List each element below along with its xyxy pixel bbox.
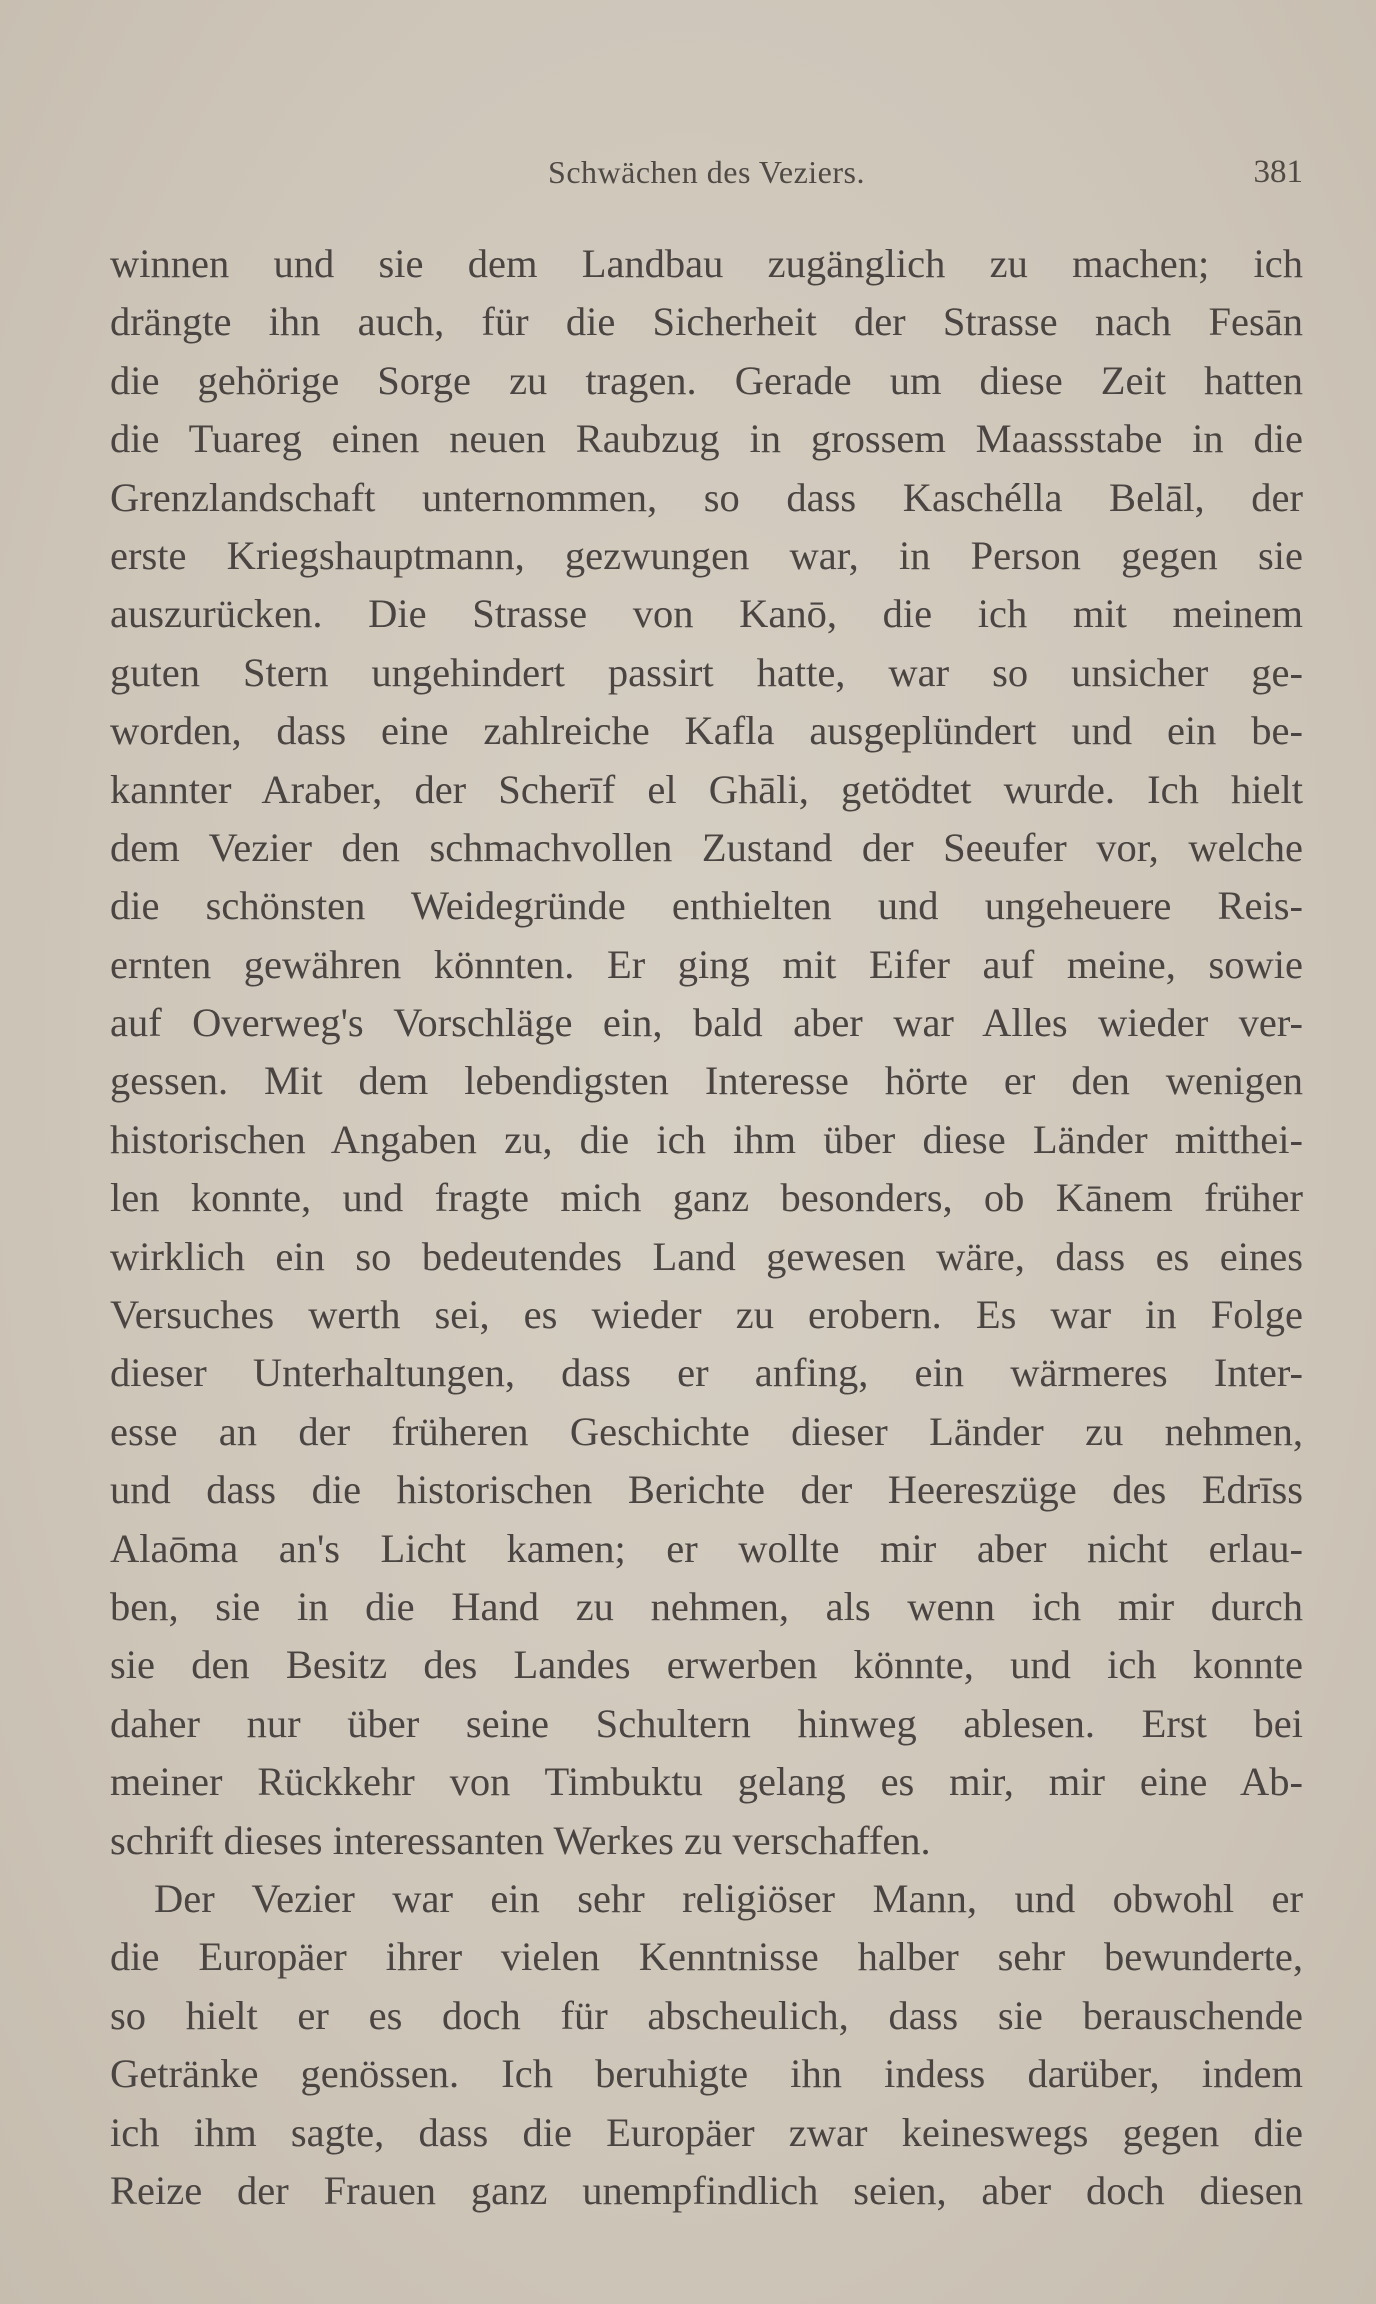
- text-line: Alaōma an's Licht kamen; er wollte mir aber nicht erlau-: [110, 1525, 1303, 1571]
- text-line: ich ihm sagte, dass die Europäer zwar keineswegs gegen die: [110, 2109, 1303, 2155]
- text-line: len konnte, und fragte mich ganz besonders, ob Kānem früher: [110, 1175, 1303, 1221]
- text-line: drängte ihn auch, für die Sicherheit der Strasse nach Fesān: [110, 299, 1303, 345]
- text-line: winnen und sie dem Landbau zugänglich zu machen; ich: [110, 241, 1303, 286]
- page-header: [110, 148, 1303, 198]
- running-title: Schwächen des Veziers.: [548, 154, 865, 190]
- text-line: esse an der früheren Geschichte dieser Länder zu nehmen,: [110, 1408, 1303, 1454]
- text-line: Grenzlandschaft unternommen, so dass Kaschélla Belāl, der: [110, 474, 1303, 520]
- text-line: erste Kriegshauptmann, gezwungen war, in Person gegen sie: [110, 532, 1303, 578]
- text-line: worden, dass eine zahlreiche Kafla ausgeplündert und ein be-: [110, 708, 1303, 754]
- text-line: Getränke genössen. Ich beruhigte ihn indess darüber, indem: [110, 2051, 1303, 2097]
- text-line: Versuches werth sei, es wieder zu erobern. Es war in Folge: [110, 1292, 1303, 1338]
- text-line: die Tuareg einen neuen Raubzug in grossem Maassstabe in die: [110, 416, 1303, 462]
- text-line: auf Overweg's Vorschläge ein, bald aber war Alles wieder ver-: [110, 1000, 1303, 1046]
- text-line: wirklich ein so bedeutendes Land gewesen wäre, dass es eines: [110, 1233, 1303, 1279]
- text-line: dieser Unterhaltungen, dass er anfing, ein wärmeres Inter-: [110, 1350, 1303, 1396]
- text-line: die gehörige Sorge zu tragen. Gerade um diese Zeit hatten: [110, 357, 1303, 403]
- text-line: historischen Angaben zu, die ich ihm über diese Länder mitthei-: [110, 1116, 1303, 1162]
- text-line: meiner Rückkehr von Timbuktu gelang es mir, mir eine Ab-: [110, 1759, 1303, 1805]
- text-line: sie den Besitz des Landes erwerben könnte, und ich konnte: [110, 1642, 1303, 1688]
- text-line: guten Stern ungehindert passirt hatte, war so unsicher ge-: [110, 649, 1303, 695]
- text-line: ernten gewähren könnten. Er ging mit Eifer auf meine, sowie: [110, 941, 1303, 987]
- paragraph-end-line: schrift dieses interessanten Werkes zu verschaffen.: [110, 1817, 931, 1863]
- text-line: gessen. Mit dem lebendigsten Interesse hörte er den wenigen: [110, 1058, 1303, 1104]
- text-line: auszurücken. Die Strasse von Kanō, die ich mit meinem: [110, 591, 1303, 637]
- text-line: und dass die historischen Berichte der Heereszüge des Edrīss: [110, 1467, 1303, 1513]
- text-line: ben, sie in die Hand zu nehmen, als wenn ich mir durch: [110, 1583, 1303, 1629]
- text-line: so hielt er es doch für abscheulich, dass sie berauschende: [110, 1992, 1303, 2038]
- page-number: 381: [1253, 154, 1303, 190]
- text-line: die schönsten Weidegründe enthielten und ungeheuere Reis-: [110, 883, 1303, 929]
- text-line: kannter Araber, der Scherīf el Ghāli, getödtet wurde. Ich hielt: [110, 766, 1303, 812]
- text-line: dem Vezier den schmachvollen Zustand der Seeufer vor, welche: [110, 824, 1303, 870]
- paragraph-start-line: Der Vezier war ein sehr religiöser Mann, und obwohl er: [154, 1875, 1303, 1921]
- body-text: [110, 235, 1303, 2220]
- text-line: daher nur über seine Schultern hinweg ablesen. Erst bei: [110, 1700, 1303, 1746]
- text-line: die Europäer ihrer vielen Kenntnisse halber sehr bewunderte,: [110, 1934, 1303, 1980]
- text-line: Reize der Frauen ganz unempfindlich seien, aber doch diesen: [110, 2167, 1303, 2213]
